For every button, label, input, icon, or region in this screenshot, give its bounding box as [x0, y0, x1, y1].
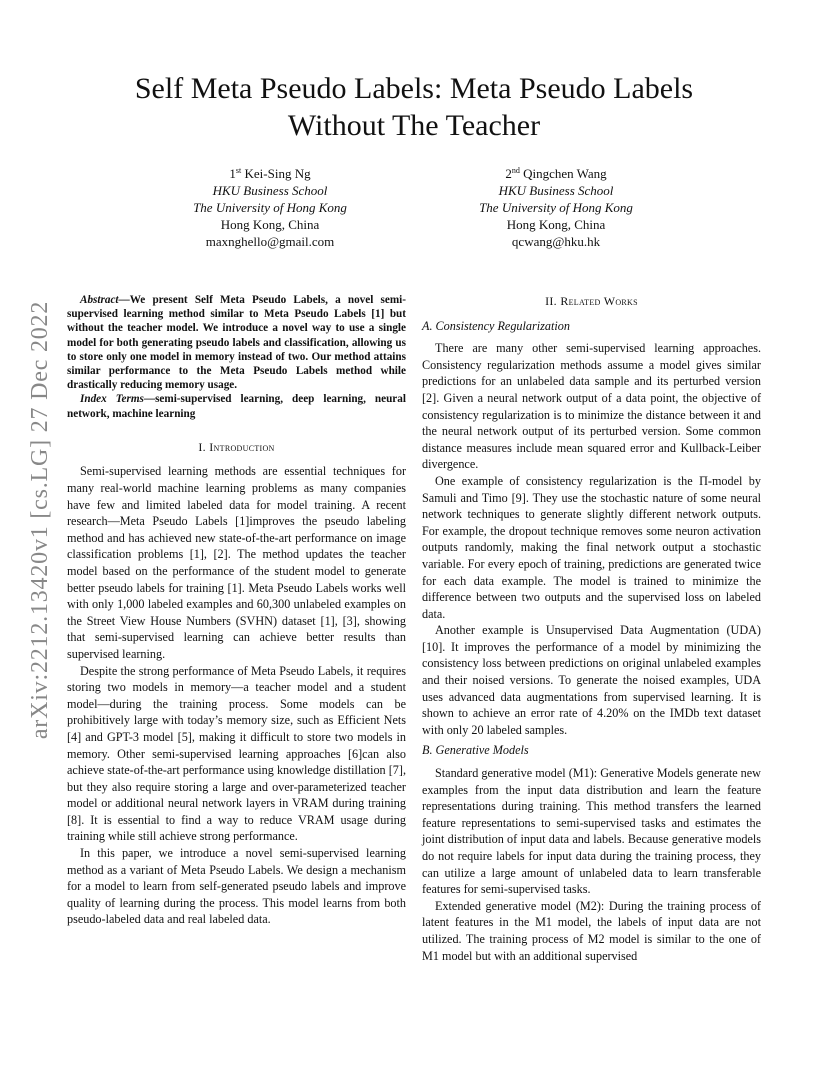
author-email[interactable]: maxnghello@gmail.com — [205, 234, 335, 249]
paragraph: Extended generative model (M2): During the training process of latent features in the M1 model, the labels of input data are not utilized. The training process of M2 model is similar to the one of M1 model but with an additional supervised — [422, 898, 761, 963]
index-terms: Index Terms—semi-supervised learning, deep learning, neural network, machine learning — [67, 393, 406, 420]
subsection-heading-generative: B. Generative Models — [422, 743, 529, 758]
author-location: Hong Kong, China — [220, 217, 320, 232]
paper-title — [80, 70, 748, 144]
author-affiliation: HKU Business School — [498, 183, 614, 198]
arxiv-stamp: arXiv:2212.13420v1 [cs.LG] 27 Dec 2022 — [27, 300, 53, 740]
author-affiliation: HKU Business School — [212, 183, 328, 198]
paragraph: In this paper, we introduce a novel semi-supervised learning method as a variant of Meta Pseudo Labels. We design a mechanism for a model to learn from self-generated pseudo labels and improve quality of learning during the process. This model learns from both pseudo-labeled data and real labeled data. — [67, 846, 406, 927]
author-affiliation: The University of Hong Kong — [479, 200, 633, 215]
title-line-2: Without The Teacher — [287, 109, 541, 142]
title-line-1: Self Meta Pseudo Labels: Meta Pseudo Labels — [134, 72, 694, 105]
left-column — [67, 293, 406, 928]
author-email[interactable]: qcwang@hku.hk — [511, 234, 601, 249]
paragraph: Another example is Unsupervised Data Augmentation (UDA) [10]. It improves the performance of a model by minimizing the consistency loss between predictions on original unlabeled examples and their noised versions. To generate the noised examples, UDA uses advanced data augmentations from supervised learning. It is shown to achieve an error rate of 4.20% on the IMDb text dataset with only 20 labeled samples. — [422, 623, 761, 737]
paragraph: Standard generative model (M1): Generative Models generate new examples from the input data distribution and learn the feature representations during training. This method transfers the learned feature representations to semi-supervised tasks and estimates the joint distribution of input data and labels. Because generative models do not require labels for input data during the training process, they can utilize a large amount of unlabeled data to learn transferable features for semi-supervised tasks. — [422, 766, 761, 897]
author-name: Qingchen Wang — [523, 166, 607, 181]
author-block-1: 1st Kei-Sing Ng HKU Business School The University of Hong Kong Hong Kong, China maxnghello@gmail.com — [140, 162, 400, 250]
author-name: Kei-Sing Ng — [244, 166, 311, 181]
abstract: Abstract—We present Self Meta Pseudo Labels, a novel semi-supervised learning method similar to Meta Pseudo Labels [1] but without the teacher model. We introduce a novel way to use a single model for both generating pseudo labels and classification, allowing us to store only one model in memory instead of two. Our method attains similar performance to the Meta Pseudo Labels method while drastically reducing memory usage. — [67, 294, 406, 392]
paragraph: Semi-supervised learning methods are essential techniques for many real-world machine learning problems as many companies have few and limited labeled data for model training. A recent research—Meta Pseudo Labels [1]improves the pseudo labeling method and has achieved new state-of-the-art performance on image classification problems [1], [2]. The method updates the teacher model based on the performance of the student model to generate better pseudo labels for training [1]. Meta Pseudo Labels works well with only 1,000 labeled examples and 60,300 unlabeled examples on the Street View House Numbers (SVHN) dataset [1], [3], showing that semi-supervised learning can achieve better results than supervised learning. — [67, 464, 406, 661]
subsection-heading-consistency: A. Consistency Regularization — [422, 318, 570, 333]
section-heading-introduction: I. Introduction — [198, 439, 275, 454]
right-column — [422, 293, 761, 964]
paragraph: Despite the strong performance of Meta Pseudo Labels, it requires storing two models in memory—a teacher model and a student model—during the training process. Some models can be prohibitively large with today’s memory size, such as Efficient Nets [4] and GPT-3 model [5], making it difficult to store two models in memory. Other semi-supervised learning approaches [6]can also achieve state-of-the-art performance using knowledge distillation [7], but they also require storing a large and over-parameterized teacher model or additional neural network layers in VRAM during training [8]. It is essential to find a way to reduce VRAM usage during training while still achieve strong performance. — [67, 663, 406, 844]
paragraph: One example of consistency regularization is the Π-model by Samuli and Timo [9]. They use the stochastic nature of some neural network techniques to generate slightly different network outputs. For example, the dropout technique removes some neuron activation outputs randomly, making the final network output a stochastic variable. For every epoch of training, predictions are generated twice for each data example. The model is trained to minimize the difference between two outputs and the supervised loss on labeled data. — [422, 473, 761, 621]
author-affiliation: The University of Hong Kong — [193, 200, 347, 215]
section-heading-related-works: II. Related Works — [545, 294, 638, 308]
author-location: Hong Kong, China — [506, 217, 606, 232]
author-block-2: 2nd Qingchen Wang HKU Business School The University of Hong Kong Hong Kong, China qcwang@hku.hk — [426, 162, 686, 250]
paragraph: There are many other semi-supervised learning approaches. Consistency regularization methods assume a model gives similar predictions for an unlabeled data sample and its perturbed version [2]. Given a neural network output of a data point, the objective of consistency regularization is to minimize the distance between it and the neural network output of its perturbed version. Some common distance measures include mean squared error and Kullback-Leiber divergence. — [422, 341, 761, 472]
